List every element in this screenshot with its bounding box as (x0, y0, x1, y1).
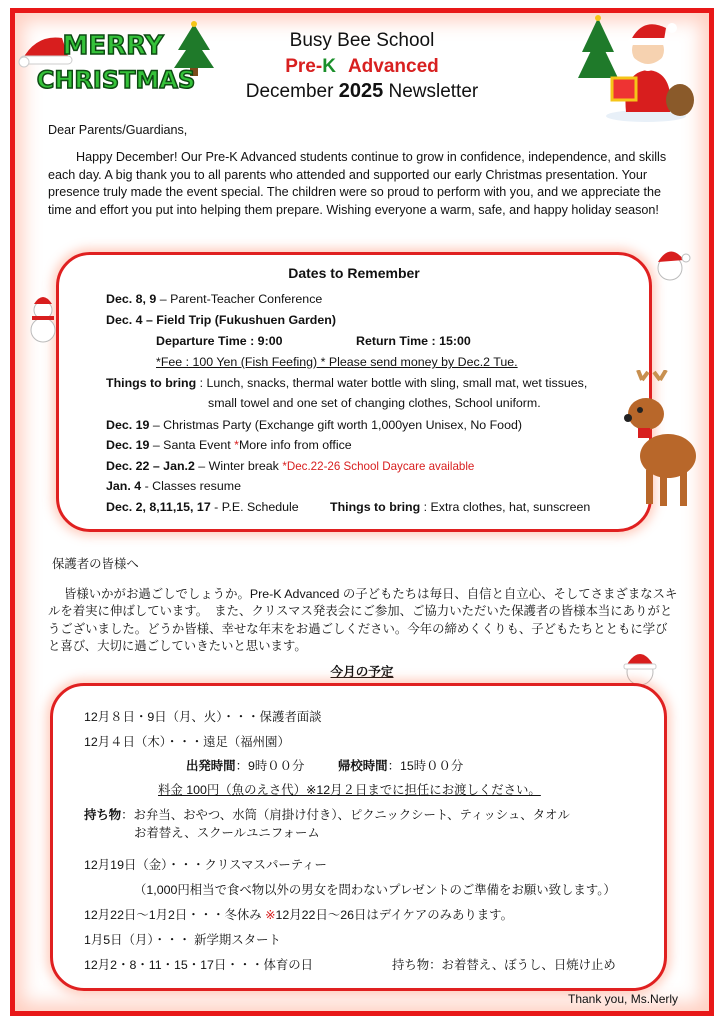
jp-row: （1,000円相当で食べ物以外の男女を問わないプレゼントのご準備をお願い致します。） (134, 883, 616, 897)
things-to-bring: Things to bring : Lunch, snacks, thermal water bottle with sling, small mat, wet tissues, (106, 376, 588, 390)
badge-christmas: CHRISTMAS (36, 66, 196, 94)
jp-fee: 料金 100円（魚のえさ代）※12月２日までに担任にお渡しください。 (158, 783, 541, 797)
newsletter-label: Newsletter (388, 81, 479, 102)
class-name (0, 56, 724, 78)
school-name: Busy Bee School (289, 30, 435, 51)
reindeer-icon (620, 370, 700, 516)
date-row: Jan. 4 - Classes resume (106, 479, 241, 493)
things-to-bring-cont: small towel and one set of changing clothes, School uniform. (208, 396, 541, 410)
jp-row: 12月８日・9日（月、火）・・・保護者面談 (84, 710, 322, 724)
jp-return: 帰校時間：15時００分 (338, 759, 464, 773)
jp-row: 12月19日（金）・・・クリスマスパーティー (84, 858, 327, 872)
month-label: December (245, 81, 334, 102)
departure-time: Departure Time : 9:00 (156, 334, 283, 348)
jp-row: 12月2・8・11・15・17日・・・体育の日 (84, 958, 314, 972)
japanese-greeting: 保護者の皆様へ (52, 557, 139, 571)
date-row: Dec. 19 – Santa Event *More info from office (106, 438, 352, 452)
japanese-paragraph: 皆様いかがお過ごしでしょうか。Pre-K Advanced の子どもたちは毎日、自信と自立心、そしてさまざまなスキルを着実に伸ばしています。 また、クリスマス発表会にご参加、ご協力いただいた保護者の皆様本当にありがとうございました。どうか皆様、幸せな年末をお過ごしください。今年の締めくくりも、子どもたちとともに学びと喜び、大切に過ごしていきたいと思います。 (48, 587, 678, 654)
date-row: Dec. 8, 9 – Parent-Teacher Conference (106, 292, 323, 306)
year-label: 2025 (338, 80, 384, 102)
jp-row: 12月４日（木）・・・遠足（福州園） (84, 735, 290, 749)
date-row: Dec. 4 – Field Trip (Fukushuen Garden) (106, 313, 336, 327)
english-paragraph: Happy December! Our Pre-K Advanced students continue to grow in confidence, independence, and skills each day. A big thank you to all parents who attended and supported our early Christmas presentation. Your presence truly made the event special. The children were so proud to perform with you, and we appreciate the time and effort you put into helping them prepare. Wishing everyone a warm, safe, and happy holiday season! (48, 150, 667, 217)
dates-title: Dates to Remember (288, 265, 420, 281)
newsletter-header (0, 30, 724, 103)
snowman-icon (28, 292, 58, 346)
advanced-label: Advanced (347, 56, 439, 77)
jp-things-to-bring-cont: お着替え、スクールユニフォーム (134, 826, 320, 840)
jp-pe-things-to-bring: 持ち物：お着替え、ぼうし、日焼け止め (392, 958, 616, 972)
date-row: Dec. 22 – Jan.2 – Winter break *Dec.22-26 School Daycare available (106, 459, 475, 473)
newsletter-title (0, 80, 724, 103)
prek-label: Pre- (285, 56, 323, 77)
date-row: Dec. 2, 8,11,15, 17 - P.E. Schedule (106, 500, 299, 514)
jp-things-to-bring: 持ち物：お弁当、おやつ、水筒（肩掛け付き）、ピクニックシート、ティッシュ、タオル (84, 808, 570, 822)
prek-k-label: K (322, 56, 336, 77)
pe-things-to-bring: Things to bring : Extra clothes, hat, sunscreen (330, 500, 591, 514)
snowman-icon (640, 244, 694, 284)
jp-row: 12月22日～1月2日・・・冬休み ※12月22日～26日はデイケアのみあります。 (84, 908, 513, 922)
jp-departure: 出発時間：9時００分 (186, 759, 305, 773)
english-greeting: Dear Parents/Guardians, (48, 123, 188, 137)
badge-merry: MERRY (62, 31, 164, 61)
japanese-schedule-title: 今月の予定 (330, 665, 394, 679)
fee-note: *Fee : 100 Yen (Fish Feefing) * Please send money by Dec.2 Tue. (156, 355, 518, 369)
return-time: Return Time : 15:00 (356, 334, 471, 348)
signature: Thank you, Ms.Nerly (568, 992, 679, 1006)
jp-row: 1月5日（月）・・・ 新学期スタート (84, 933, 281, 947)
date-row: Dec. 19 – Christmas Party (Exchange gift worth 1,000yen Unisex, No Food) (106, 418, 522, 432)
